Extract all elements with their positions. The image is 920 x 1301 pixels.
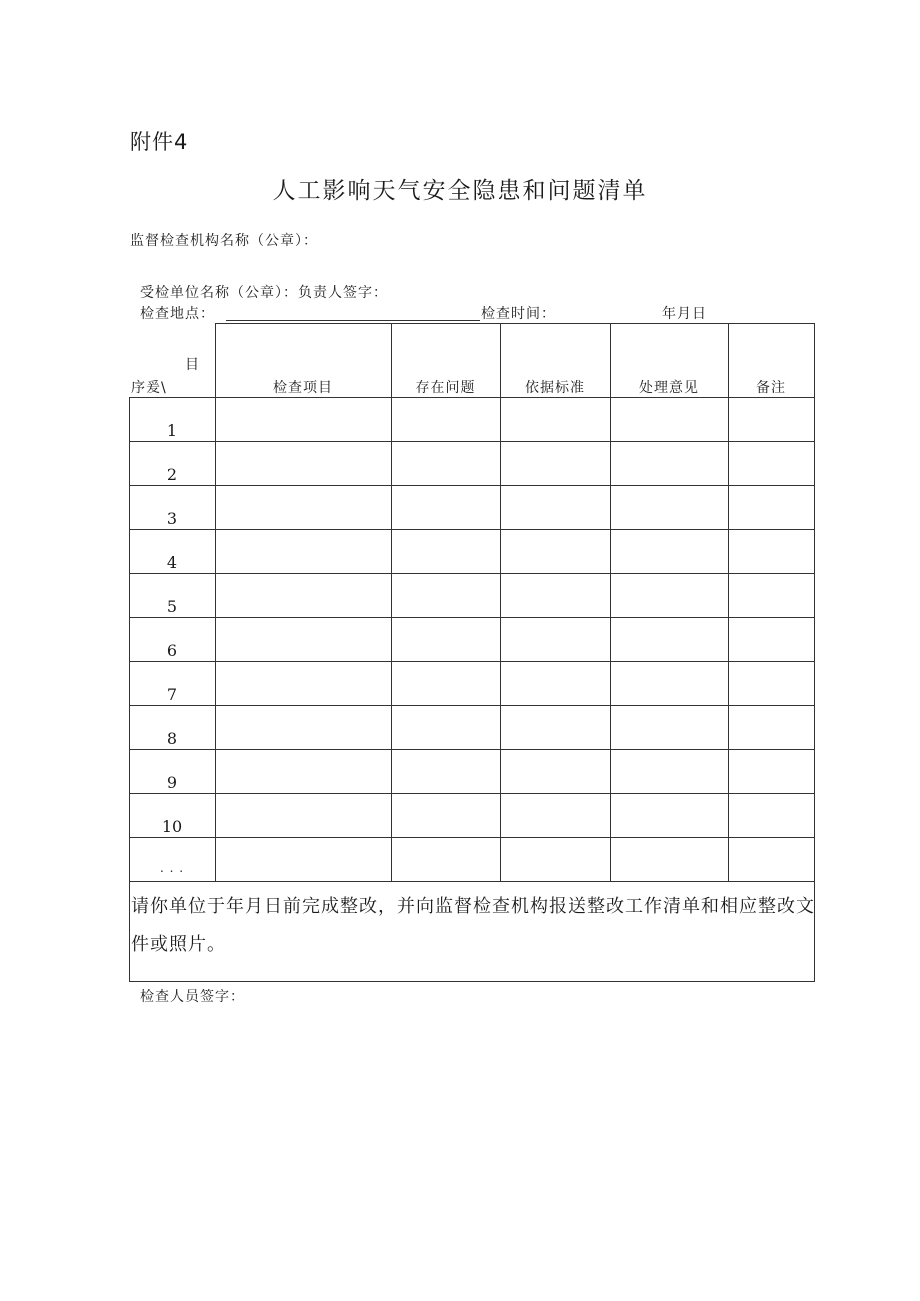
inspection-date: 年月日 xyxy=(662,306,707,322)
header-corner-top: 目 xyxy=(185,357,200,373)
table-rule xyxy=(129,705,815,706)
table-rule xyxy=(129,617,815,618)
header-inspection-item: 检查项目 xyxy=(273,380,333,396)
table-rule xyxy=(129,529,815,530)
header-corner-sequence: 序爰\ xyxy=(131,380,167,396)
inspector-signature-field: 检查人员签字： xyxy=(140,989,245,1005)
table-column-rule xyxy=(610,323,611,882)
header-handling-opinion: 处理意见 xyxy=(639,380,699,396)
row-number: 4 xyxy=(166,553,178,572)
row-number: 6 xyxy=(166,641,178,660)
table-border-top xyxy=(215,323,815,324)
table-border-bottom xyxy=(129,981,815,982)
table-rule xyxy=(129,661,815,662)
table-column-rule xyxy=(215,323,216,882)
inspected-unit-field: 受检单位名称（公章）：负责人签字： xyxy=(140,285,388,301)
table-rule xyxy=(129,881,815,882)
row-number: 1 xyxy=(166,421,178,440)
header-remarks: 备注 xyxy=(756,380,786,396)
document-title: 人工影响天气安全隐患和问题清单 xyxy=(272,178,648,204)
table-column-rule xyxy=(391,323,392,882)
header-basis-standard: 依据标准 xyxy=(525,380,585,396)
row-number-ellipsis: . . . xyxy=(159,861,185,875)
table-rule xyxy=(129,485,815,486)
row-number: 7 xyxy=(166,685,178,704)
table-column-rule xyxy=(728,323,729,882)
rectification-note: 请你单位于年月日前完成整改，并向监督检查机构报送整改工作清单和相应整改文件或照片。 xyxy=(131,896,815,955)
row-number: 10 xyxy=(161,817,183,836)
inspection-time-label: 检查时间： xyxy=(481,306,556,322)
table-border-right xyxy=(814,323,815,982)
supervisor-org-field: 监督检查机构名称（公章）： xyxy=(130,233,318,249)
attachment-label: 附件4 xyxy=(130,130,189,154)
table-rule xyxy=(129,397,815,398)
table-rule xyxy=(129,837,815,838)
issues-table xyxy=(129,323,815,982)
table-column-rule xyxy=(500,323,501,882)
row-number: 9 xyxy=(166,773,178,792)
row-number: 5 xyxy=(166,597,178,616)
table-rule xyxy=(129,749,815,750)
row-number: 2 xyxy=(166,465,178,484)
table-rule xyxy=(129,573,815,574)
header-existing-problem: 存在问题 xyxy=(415,380,476,396)
row-number: 3 xyxy=(166,509,178,528)
row-number: 8 xyxy=(166,729,178,748)
inspection-place-blank xyxy=(226,320,480,321)
table-rule xyxy=(129,441,815,442)
table-rule xyxy=(129,793,815,794)
inspection-place-label: 检查地点： xyxy=(140,306,215,322)
